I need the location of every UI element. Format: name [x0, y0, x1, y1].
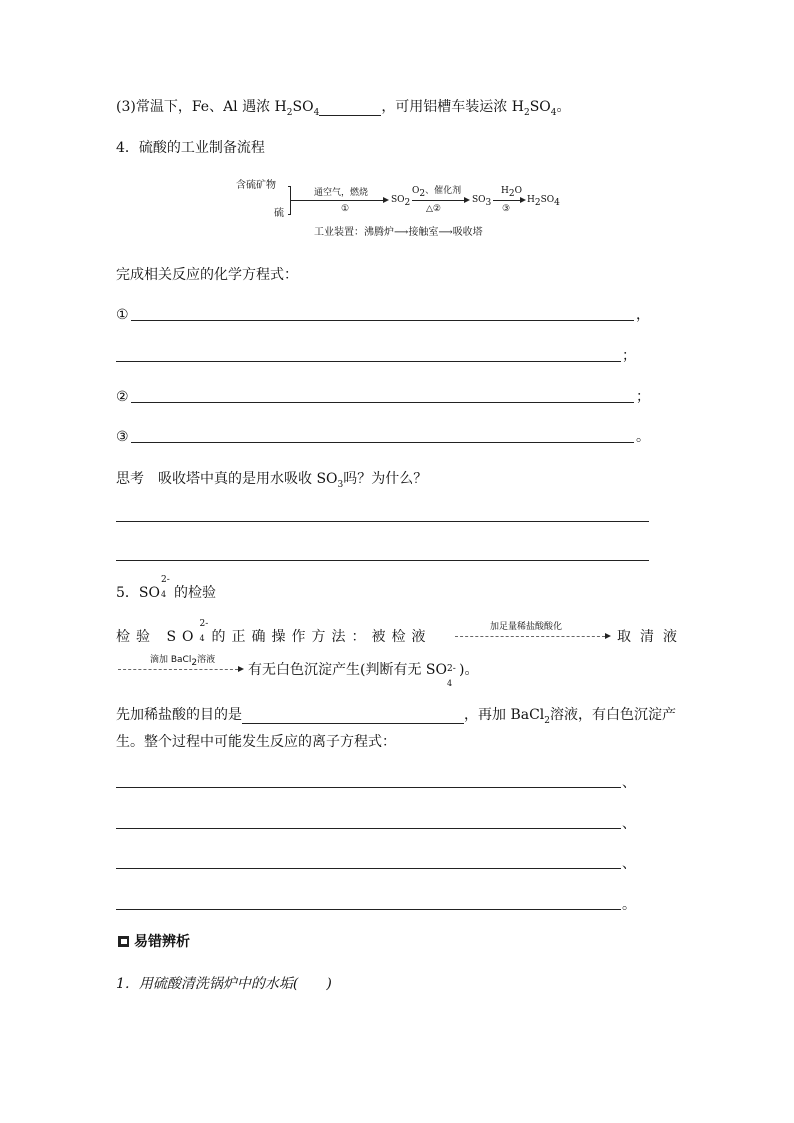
arrow1-dashed-line: [455, 636, 605, 637]
think-question: 思考 吸收塔中真的是用水吸收 $SO_3$吗？为什么？: [116, 471, 428, 490]
method-line-c: 取清液: [617, 629, 686, 645]
arrow1-label: 加足量稀盐酸酸化: [490, 622, 563, 632]
q3-text-e: 。: [556, 99, 571, 115]
step2-arrow: [412, 200, 464, 201]
eq2-mark: ②: [116, 389, 129, 405]
section-marker-icon: [118, 936, 129, 947]
step3-condition: $H_2O$: [501, 186, 522, 199]
sulfur-label: 硫: [274, 208, 284, 219]
q3-sub: 4: [313, 107, 320, 118]
step3-arrow-head: [520, 197, 526, 203]
method-line-a: 检验 SO 2- 4 的正确操作方法：被检液: [116, 619, 432, 645]
ion-eq-sep-1: 、: [622, 775, 636, 791]
bracket-top: [288, 186, 291, 187]
eq1-mark: ①: [116, 307, 129, 323]
step1-condition: 通空气，燃烧: [314, 188, 369, 198]
q3-answer-blank[interactable]: [319, 101, 381, 116]
method-line-d: 有无白色沉淀产生(判断有无 SO 2- 4 )。: [248, 662, 479, 688]
ion-eq-line-4[interactable]: [116, 909, 621, 910]
section4-title: 4．硫酸的工业制备流程: [116, 140, 265, 156]
q3-text-d: SO: [529, 99, 551, 115]
bracket-bottom: [288, 214, 291, 215]
eq1b-end: ；: [622, 348, 636, 364]
step2-arrow-head: [464, 197, 470, 203]
purpose-line-2: 生。整个过程中可能发生反应的离子方程式：: [116, 734, 396, 750]
purpose-line: 先加稀盐酸的目的是 ，再加 BaCl$_2$溶液，有白色沉淀产: [116, 707, 677, 726]
equipment-row: [314, 227, 483, 239]
q3-text-c: ，可用铝槽车装运浓 H: [381, 99, 524, 115]
ion-eq-sep-2: 、: [622, 816, 636, 832]
eq2-end: ；: [636, 389, 650, 405]
instruction-text: 完成相关反应的化学方程式：: [116, 267, 298, 283]
eq3-mark: ③: [116, 429, 129, 445]
equipment-label: 工业装置：: [314, 227, 364, 238]
arrow1-head: [605, 633, 611, 639]
ion-eq-line-1[interactable]: [116, 787, 621, 788]
q3-text-b: SO: [292, 99, 314, 115]
equipment-contact-chamber: 接触室: [408, 227, 439, 238]
step3-arrow: [493, 200, 521, 201]
eq3-end: 。: [636, 429, 650, 445]
think-answer-line-1[interactable]: [116, 521, 649, 522]
right-arrow-icon: ⟶: [438, 227, 453, 238]
eq1b-answer-line[interactable]: [116, 361, 621, 362]
ion-eq-line-2[interactable]: [116, 828, 621, 829]
ion-eq-sep-3: 、: [622, 856, 636, 872]
ion-eq-line-3[interactable]: [116, 868, 621, 869]
purpose-answer-blank[interactable]: [242, 709, 464, 724]
eq2-answer-line[interactable]: [131, 402, 634, 403]
arrow2-dashed-line: [118, 669, 238, 670]
q3-text-a: (3)常温下，Fe、Al 遇浓 H: [116, 99, 287, 115]
equipment-absorption-tower: 吸收塔: [452, 227, 483, 238]
eq1-answer-line[interactable]: [131, 320, 634, 321]
arrow2-label: 滴加 BaCl$_2$溶液: [150, 655, 216, 668]
so3-label: $SO_3$: [472, 195, 492, 208]
section6-header: 易错辨析: [134, 934, 190, 950]
eq3-answer-line[interactable]: [131, 442, 634, 443]
step1-arrow: [291, 200, 383, 201]
section5-title: 5．SO 2- 4 的检验: [116, 575, 216, 601]
ore-label: 含硫矿物: [236, 180, 276, 191]
eq1-end: ，: [636, 307, 650, 323]
step1-number: ①: [341, 204, 350, 214]
q3-sub: 2: [523, 107, 530, 118]
step1-arrow-head: [383, 197, 389, 203]
right-arrow-icon: ⟶: [394, 227, 409, 238]
q3-sub: 4: [550, 107, 557, 118]
q3-sub: 2: [286, 107, 293, 118]
equipment-boiling-furnace: 沸腾炉: [364, 227, 394, 238]
so2-label: $SO_2$: [391, 195, 411, 208]
arrow2-head: [238, 666, 244, 672]
question-1: 1．用硫酸清洗锅炉中的水垢( ): [116, 976, 332, 992]
think-answer-line-2[interactable]: [116, 560, 649, 561]
h2so4-label: $H_2SO_4$: [527, 195, 560, 208]
step2-number: △②: [426, 204, 441, 214]
step2-condition: $O_2$、催化剂: [412, 186, 462, 199]
ion-eq-sep-4: 。: [622, 897, 636, 913]
step3-number: ③: [502, 204, 511, 214]
q3-line: [116, 98, 571, 116]
